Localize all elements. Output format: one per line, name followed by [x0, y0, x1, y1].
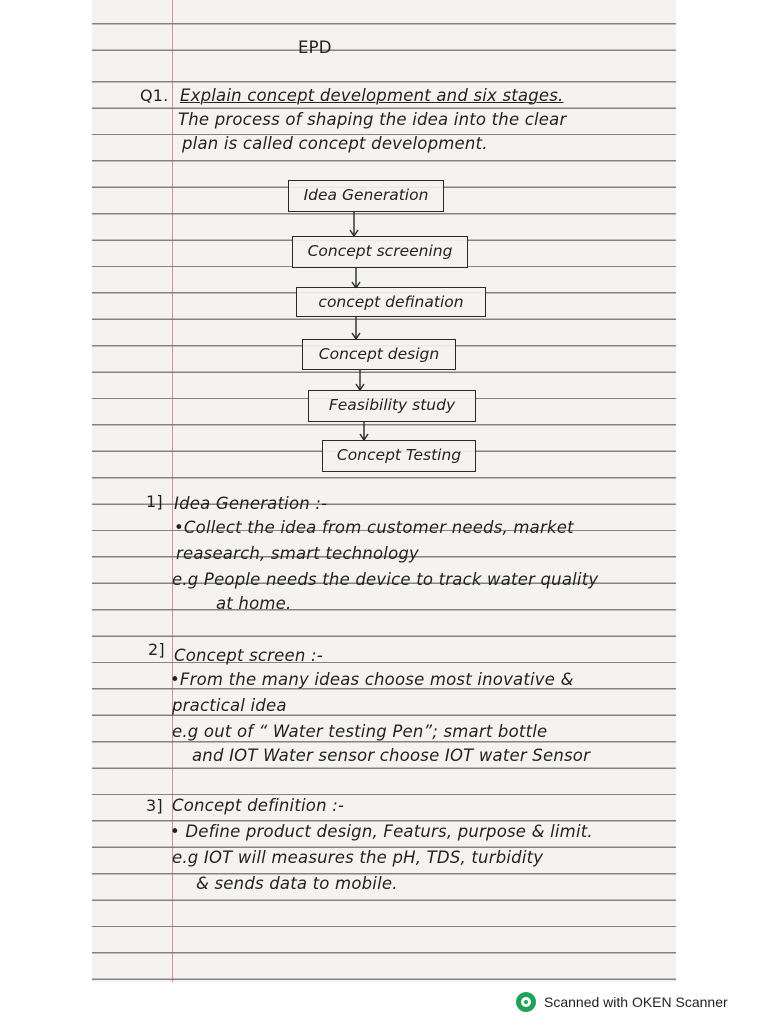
section-line: e.g IOT will measures the pH, TDS, turbidity: [172, 848, 544, 867]
section-number: 1]: [146, 492, 163, 511]
scanner-logo-icon: [516, 992, 536, 1012]
question-number: Q1.: [140, 86, 169, 105]
section-heading: Idea Generation :-: [174, 494, 328, 513]
answer-line-1: The process of shaping the idea into the clear: [178, 110, 567, 129]
section-heading: Concept definition :-: [172, 796, 345, 815]
scanner-footer: [516, 990, 728, 1014]
flow-stage-concept-screening: Concept screening: [292, 236, 468, 268]
answer-line-2: plan is called concept development.: [182, 134, 488, 153]
section-line: & sends data to mobile.: [196, 874, 398, 893]
section-line: practical idea: [172, 696, 287, 715]
flow-stage-feasibility-study: Feasibility study: [308, 390, 476, 422]
section-line: e.g out of “ Water testing Pen”; smart bottle: [172, 722, 548, 741]
flow-stage-idea-generation: Idea Generation: [288, 180, 444, 212]
flow-stage-concept-testing: Concept Testing: [322, 440, 476, 472]
section-line: • Define product design, Featurs, purpose & limit.: [170, 822, 593, 841]
notebook-page: [92, 0, 676, 982]
section-heading: Concept screen :-: [174, 646, 323, 665]
page-header: EPD: [298, 38, 332, 57]
flow-stage-concept-design: Concept design: [302, 339, 456, 370]
section-number: 3]: [146, 796, 163, 815]
scanner-label: Scanned with OKEN Scanner: [544, 994, 728, 1010]
section-line: and IOT Water sensor choose IOT water Sensor: [192, 746, 591, 765]
section-line: •From the many ideas choose most inovative &: [170, 670, 574, 689]
section-line: reasearch, smart technology: [176, 544, 420, 563]
section-number: 2]: [148, 640, 165, 659]
question-title: Explain concept development and six stages.: [180, 86, 564, 105]
section-line: at home.: [216, 594, 292, 613]
flow-stage-concept-definition: concept defination: [296, 287, 486, 317]
section-line: e.g People needs the device to track water quality: [172, 570, 599, 589]
section-line: •Collect the idea from customer needs, market: [174, 518, 574, 537]
